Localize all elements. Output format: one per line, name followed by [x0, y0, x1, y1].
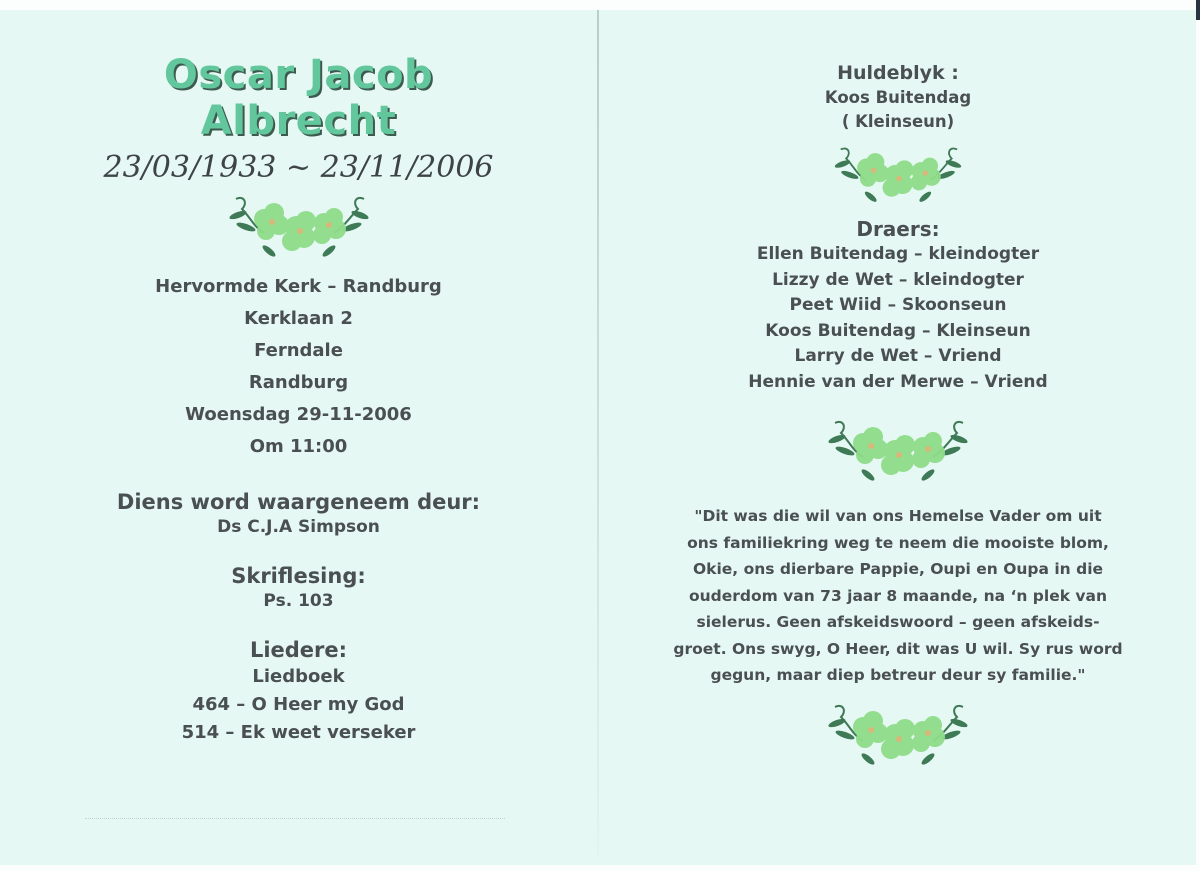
officiant-heading: Diens word waargeneem deur: — [116, 490, 481, 514]
deceased-name-line1: Oscar Jacob — [163, 52, 434, 98]
service-location-line: Randburg — [248, 372, 349, 393]
scan-edge — [1196, 0, 1200, 20]
tribute-relation: ( Kleinseun) — [841, 112, 955, 131]
pallbearer-item: Larry de Wet – Vriend — [794, 346, 1002, 366]
deceased-name-line2: Albrecht — [200, 98, 397, 144]
service-time: Om 11:00 — [249, 436, 348, 457]
scripture-reference: Ps. 103 — [263, 591, 334, 611]
hymn-item: 514 – Ek weet verseker — [181, 722, 416, 743]
quote-line: ouderdom van 73 jaar 8 maande, na ‘n plek van — [688, 586, 1108, 605]
center-fold — [597, 10, 599, 855]
tribute-heading: Huldeblyk : — [837, 62, 959, 84]
service-location-line: Ferndale — [254, 340, 343, 361]
quote-line: Okie, ons dierbare Pappie, Oupi en Oupa in die — [692, 560, 1104, 578]
service-location-line: Kerklaan 2 — [244, 308, 353, 329]
pallbearer-item: Lizzy de Wet – kleindogter — [772, 269, 1024, 290]
pallbearer-item: Peet Wiid – Skoonseun — [789, 295, 1007, 315]
tribute-speaker: Koos Buitendag — [824, 88, 972, 107]
hymns-heading: Liedere: — [249, 638, 348, 662]
hymn-item: Liedboek — [252, 666, 345, 687]
right-panel — [600, 10, 1196, 767]
quote-line: sielerus. Geen afskeidswoord – geen afskeids- — [696, 613, 1100, 631]
pallbearers-heading: Draers: — [856, 217, 940, 241]
hymn-item: 464 – O Heer my God — [192, 694, 405, 715]
officiant-name: Ds C.J.A Simpson — [217, 517, 380, 537]
quote-line: "Dit was die wil van ons Hemelse Vader om uit — [694, 507, 1102, 525]
service-date: Woensdag 29-11-2006 — [185, 404, 412, 425]
flower-garland-icon — [823, 701, 973, 767]
memorial-quote — [600, 503, 1196, 689]
flower-garland-icon — [823, 144, 973, 204]
pallbearer-item: Koos Buitendag – Kleinseun — [765, 320, 1031, 341]
quote-line: groet. Ons swyg, O Heer, dit was U wil. Sy rus word — [673, 639, 1123, 658]
pallbearer-item: Ellen Buitendag – kleindogter — [756, 244, 1040, 264]
left-panel — [0, 10, 597, 747]
life-dates: 23/03/1933 ~ 23/11/2006 — [103, 150, 494, 185]
service-location-line: Hervormde Kerk – Randburg — [155, 276, 442, 297]
quote-line: ons familiekring weg te neem die mooiste blom, — [687, 533, 1109, 552]
faint-print-line — [85, 818, 505, 820]
flower-garland-icon — [224, 193, 374, 259]
flower-garland-icon — [823, 417, 973, 483]
scripture-heading: Skriflesing: — [231, 564, 366, 588]
quote-line: gegun, maar diep betreur deur sy familie." — [710, 666, 1086, 684]
pallbearer-item: Hennie van der Merwe – Vriend — [748, 371, 1048, 392]
